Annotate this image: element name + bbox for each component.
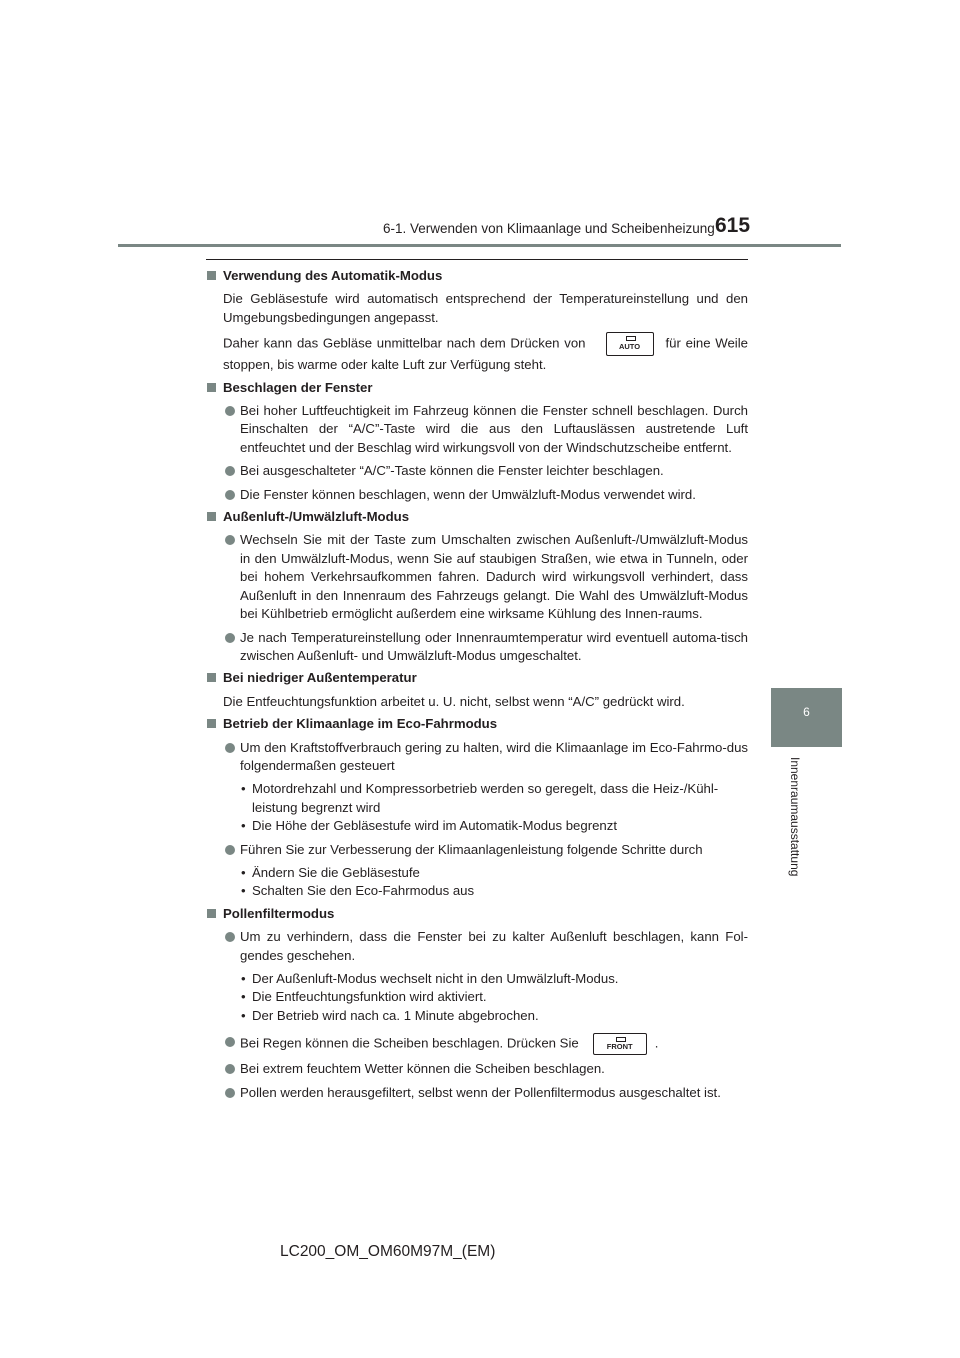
sub-list-item: • Der Außenluft-Modus wechselt nicht in den Umwälzluft-Modus. <box>241 971 619 986</box>
list-item: Bei extrem feuchtem Wetter können die Scheiben beschlagen. <box>206 1060 748 1078</box>
list-item: Um zu verhindern, dass die Fenster bei zu kalter Außenluft beschlagen, kann Fol-gendes geschehen. <box>206 928 748 965</box>
square-bullet-icon <box>207 673 216 682</box>
auto-mode-paragraph: Die Gebläsestufe wird automatisch entsprechend der Temperatureinstellung und den Umgebungsbedingungen angepasst. <box>223 291 748 325</box>
page-content <box>206 267 748 1102</box>
header-rule <box>118 244 841 247</box>
circle-bullet-icon <box>225 633 235 643</box>
list-item: Um den Kraftstoffverbrauch gering zu halten, wird die Klimaanlage im Eco-Fahrmo-dus folgendermaßen gesteuert <box>206 739 748 776</box>
square-bullet-icon <box>207 383 216 392</box>
front-defroster-button-icon: FRONT <box>593 1033 647 1055</box>
list-item: Wechseln Sie mit der Taste zum Umschalten zwischen Außenluft-/Umwälzluft-Modus in den Umwälzluft-Modus, wenn Sie auf staubigen Straßen, wie etwa in Tunneln, oder bei hohem Verkehrsaufkommen fahren. Dadurch wird wirkungsvoll verhindert, dass Außenluft in den Innenraum des Fahrzeugs gelangt. Die Wahl des Umwälzluft-Modus bei Kühlbetrieb ermöglicht außerdem eine wirksame Kühlung des Innen-raums. <box>206 531 748 623</box>
square-bullet-icon <box>207 512 216 521</box>
section-heading-pollen: Pollenfiltermodus <box>206 905 748 923</box>
footer-doc-code: LC200_OM_OM60M97M_(EM) <box>280 1243 496 1260</box>
content-top-rule <box>206 259 748 260</box>
low-temp-paragraph: Die Entfeuchtungsfunktion arbeitet u. U. nicht, selbst wenn “A/C” gedrückt wird. <box>223 693 685 709</box>
circle-bullet-icon <box>225 1037 235 1047</box>
list-item: Die Fenster können beschlagen, wenn der Umwälzluft-Modus verwendet wird. <box>206 486 748 504</box>
circle-bullet-icon <box>225 932 235 942</box>
sub-list-item: • Schalten Sie den Eco-Fahrmodus aus <box>241 883 475 899</box>
circle-bullet-icon <box>225 466 235 476</box>
square-bullet-icon <box>207 719 216 728</box>
chapter-label: Innenraumausstattung <box>788 757 802 877</box>
section-heading-fogging: Beschlagen der Fenster <box>206 379 748 397</box>
sub-list-item: • Die Entfeuchtungsfunktion wird aktiviert. <box>241 989 487 1005</box>
square-bullet-icon <box>207 909 216 918</box>
circle-bullet-icon <box>225 1088 235 1098</box>
page-number: 615 <box>715 214 751 237</box>
chapter-number: 6 <box>803 705 810 719</box>
circle-bullet-icon <box>225 1064 235 1074</box>
auto-mode-paragraph-button: Daher kann das Gebläse unmittelbar nach dem Drücken von AUTO für eine Weile stoppen, bis warme oder kalte Luft zur Verfügung steht. <box>206 332 748 374</box>
header-section-title: 6-1. Verwenden von Klimaanlage und Scheibenheizung <box>383 221 715 236</box>
list-item: Je nach Temperatureinstellung oder Innenraumtemperatur wird eventuell automa-tisch zwischen Außenluft- und Umwälzluft-Modus umgeschaltet. <box>206 629 748 666</box>
list-item: Bei hoher Luftfeuchtigkeit im Fahrzeug können die Fenster schnell beschlagen. Durch Einschalten der “A/C”-Taste wird die aus den Luftauslässen austretende Luft entfeuchtet und der Beschlag wird wirkungsvoll von der Windschutzscheibe entfernt. <box>206 402 748 457</box>
square-bullet-icon <box>207 271 216 280</box>
list-item: Bei ausgeschalteter “A/C”-Taste können die Fenster leichter beschlagen. <box>206 462 748 480</box>
sub-list-item: • Ändern Sie die Gebläsestufe <box>241 864 420 880</box>
chapter-tab <box>771 688 842 747</box>
sub-list-item: • Motordrehzahl und Kompressorbetrieb werden so geregelt, dass die Heiz-/Kühl-leistung begrenzt wird <box>241 781 719 815</box>
indicator-led-icon <box>616 1037 626 1042</box>
section-heading-low-temp: Bei niedriger Außentemperatur <box>206 669 748 687</box>
circle-bullet-icon <box>225 535 235 545</box>
circle-bullet-icon <box>225 743 235 753</box>
circle-bullet-icon <box>225 490 235 500</box>
section-heading-air-mode: Außenluft-/Umwälzluft-Modus <box>206 508 748 526</box>
circle-bullet-icon <box>225 845 235 855</box>
section-heading-eco: Betrieb der Klimaanlage im Eco-Fahrmodus <box>206 715 748 733</box>
section-heading-auto-mode: Verwendung des Automatik-Modus <box>206 267 748 285</box>
list-item: Bei Regen können die Scheiben beschlagen. Drücken Sie FRONT . <box>206 1033 748 1055</box>
sub-list-item: • Der Betrieb wird nach ca. 1 Minute abgebrochen. <box>241 1007 539 1023</box>
circle-bullet-icon <box>225 406 235 416</box>
indicator-led-icon <box>626 336 636 341</box>
list-item: Führen Sie zur Verbesserung der Klimaanlagenleistung folgende Schritte durch <box>206 841 748 859</box>
auto-button-icon: AUTO <box>606 332 654 356</box>
list-item: Pollen werden herausgefiltert, selbst wenn der Pollenfiltermodus ausgeschaltet ist. <box>206 1084 748 1102</box>
sub-list-item: • Die Höhe der Gebläsestufe wird im Automatik-Modus begrenzt <box>241 818 618 834</box>
